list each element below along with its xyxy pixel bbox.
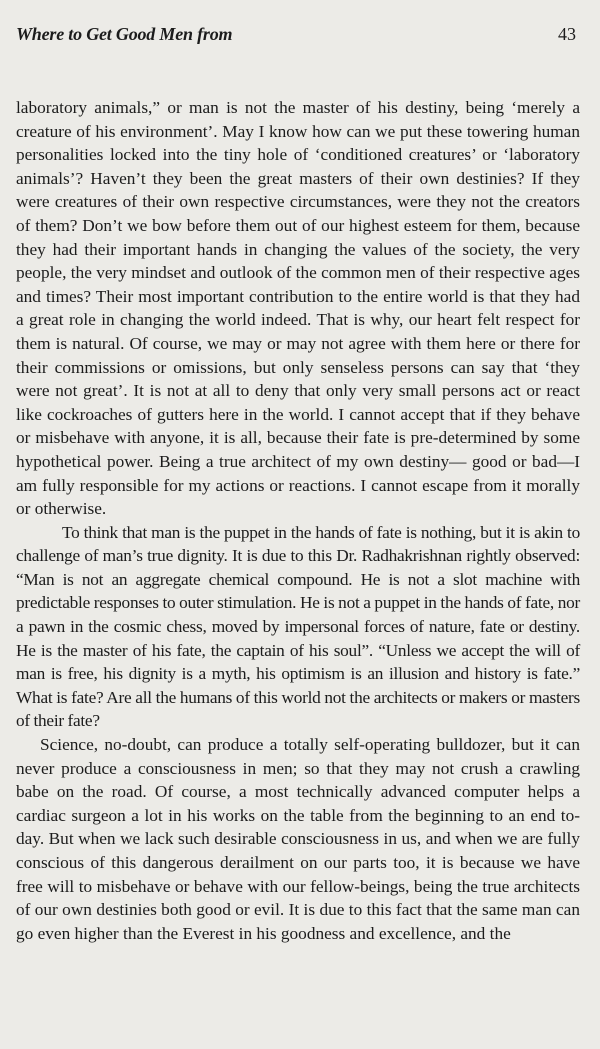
paragraph-1: laboratory animals,” or man is not the master of his destiny, being ‘merely a creature of his environment’. May I know how can we put these towering human personalities locked into the tiny hole of ‘conditioned creatures’ or ‘laboratory animals’? Haven’t they been the great masters of their own destinies? If they were creatures of their own respective circumstances, were they not the creators of them? Don’t we bow before them out of our highest esteem for them, because they had their important hands in changing the values of the society, the very people, the very mindset and outlook of the common men of their respective ages and times? Their most important contribution to the entire world is that they had a great role in changing the world indeed. That is why, our heart felt respect for them is natural. Of course, we may or may not agree with them here or there for their commissions or omissions, but only senseless persons can say that ‘they were not great’. It is not at all to deny that only very small persons act or react like cockroaches of gutters here in the world. I cannot accept that if they behave or misbehave with anyone, it is all, because their fate is pre-determined by some hypothetical power. Being a true architect of my own destiny— good or bad—I am fully responsible for my actions or reactions. I cannot escape from it morally or otherwise. (16, 98, 580, 519)
running-title: Where to Get Good Men from (16, 24, 233, 44)
page-number: 43 (558, 24, 576, 44)
paragraph-2: To think that man is the puppet in the hands of fate is nothing, but it is akin to challenge of man’s true dignity. It is due to this Dr. Radhakrishnan rightly observed: “Man is not an aggregate chemical compound. He is not a slot machine with predictable responses to outer stimulation. He is not a puppet in the hands of fate, nor a pawn in the cosmic chess, moved by impersonal forces of nature, fate or destiny. He is the master of his fate, the captain of his soul”. “Unless we accept the will of man is free, his dignity is a myth, his optimism is an illusion and history is fate.” What is fate? Are all the humans of this world not the architects or makers or masters of their fate? (16, 522, 580, 731)
body-text (16, 96, 580, 945)
running-head (16, 24, 580, 54)
paragraph-3: Science, no-doubt, can produce a totally self-operating bulldozer, but it can never produce a consciousness in men; so that they may not crush a crawling babe on the road. Of course, a most technically advanced computer helps a cardiac surgeon a lot in his works on the table from the beginning to an end to-day. But when we lack such desirable consciousness in us, and when we are fully conscious of this dangerous derailment on our parts too, it is because we have free will to misbehave or behave with our fellow-beings, being the true architects of our own destinies both good or evil. It is due to this fact that the same man can go even higher than the Everest in his goodness and excellence, and the (16, 735, 580, 943)
